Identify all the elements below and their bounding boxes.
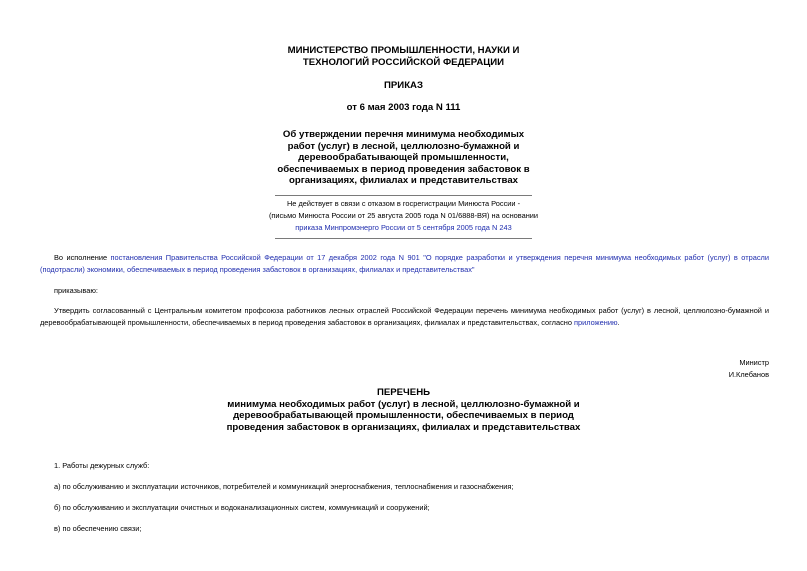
order-title — [0, 129, 807, 187]
notice-bottom-divider — [275, 238, 532, 239]
doc-type: ПРИКАЗ — [384, 80, 423, 91]
list-title — [0, 387, 807, 433]
approval-paragraph — [40, 305, 769, 328]
notice-top-divider — [275, 195, 532, 196]
list-title-line: ПЕРЕЧЕНЬ — [376, 387, 431, 398]
approval-end: . — [617, 317, 620, 327]
order-title-line: организациях, филиалах и представительствах — [288, 175, 519, 186]
order-title-line: обеспечиваемых в период проведения забастовок в — [277, 163, 530, 175]
notice-line-2: (письмо Минюста России от 25 августа 2005 года N 01/6888-ВЯ) на основании — [268, 211, 539, 220]
list-item: а) по обслуживанию и эксплуатации источников, потребителей и коммуникаций энергоснабжения, теплоснабжения и газоснабжения; — [54, 482, 514, 491]
notice-order-link[interactable]: приказа Минпромэнерго России от 5 сентября 2005 года N 243 — [295, 223, 512, 232]
ministry-line-2: ТЕХНОЛОГИЙ РОССИЙСКОЙ ФЕДЕРАЦИИ — [302, 56, 505, 68]
notice-line-1: Не действует в связи с отказом в госрегистрации Минюста России - — [286, 199, 521, 208]
preamble-prefix: Во исполнение — [54, 253, 111, 262]
ministry-line-1: МИНИСТЕРСТВО ПРОМЫШЛЕННОСТИ, НАУКИ И — [287, 45, 520, 56]
list-item: б) по обслуживанию и эксплуатации очистных и водоканализационных систем, коммуникаций и сооружений; — [54, 503, 430, 512]
approval-text: Утвердить согласованный с Центральным комитетом профсоюза работников лесных отраслей Российской Федерации перечень минимума необходимых работ (услуг) в лесной, целлюлозно-бумажной и деревообрабатывающей промышленности, обеспечиваемых в период проведения забастовок в организациях, филиалах и представительствах, согласно — [40, 306, 769, 327]
list-title-line: проведения забастовок в организациях, филиалах и представительствах — [226, 421, 581, 433]
signatory-name: И.Клебанов — [728, 369, 769, 379]
ministry-heading — [0, 45, 807, 68]
list-item: 1. Работы дежурных служб: — [54, 461, 150, 470]
resolution-link[interactable]: постановления Правительства Российской Федерации от 17 декабря 2002 года N 901 "О порядке разработки и утверждения перечня минимума необходимых работ (услуг) в отрасли (подотрасли) экономики, обеспечиваемых в период проведения забастовок в организациях, филиалах и представительствах" — [40, 253, 769, 274]
list-title-line: деревообрабатывающей промышленности, обеспечиваемых в период — [233, 410, 574, 421]
order-title-line: деревообрабатывающей промышленности, — [298, 152, 509, 163]
date-number: от 6 мая 2003 года N 111 — [346, 102, 461, 113]
list-title-line: минимума необходимых работ (услуг) в лесной, целлюлозно-бумажной и — [227, 398, 580, 410]
list-item: в) по обеспечению связи; — [54, 524, 142, 533]
order-verb: приказываю: — [54, 286, 98, 295]
order-title-line: Об утверждении перечня минимума необходимых — [282, 129, 525, 140]
signature-block — [729, 357, 769, 380]
order-title-line: работ (услуг) в лесной, целлюлозно-бумажной и — [287, 140, 520, 152]
signatory-position: Министр — [739, 358, 769, 367]
validity-notice — [0, 198, 807, 234]
appendix-link[interactable]: приложению — [574, 317, 618, 327]
preamble-paragraph — [40, 252, 769, 275]
